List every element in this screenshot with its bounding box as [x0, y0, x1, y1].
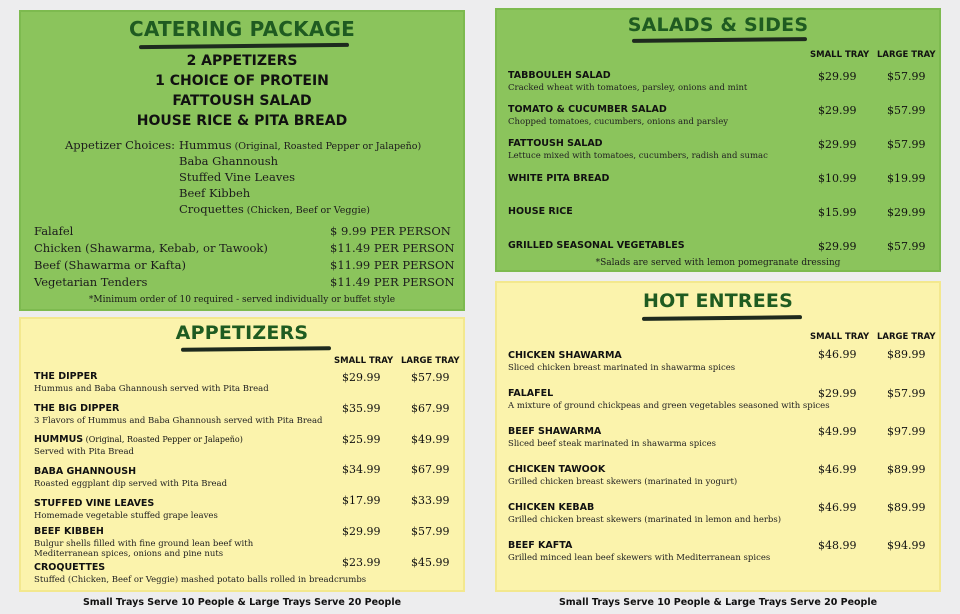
menu-item-desc: Grilled minced lean beef skewers with Mediterranean spices: [508, 553, 771, 563]
catering-package-panel: [19, 10, 465, 311]
menu-item-name: WHITE PITA BREAD: [508, 173, 610, 184]
menu-item-desc: Served with Pita Bread: [34, 447, 134, 457]
large-tray-price: $57.99: [887, 70, 926, 83]
package-line: 2 APPETIZERS: [186, 53, 298, 69]
catering-title: CATERING PACKAGE: [128, 17, 356, 41]
protein-price: $11.99 PER PERSON: [330, 258, 455, 272]
appetizer-choice: Stuffed Vine Leaves: [179, 170, 296, 184]
menu-item-desc: Homemade vegetable stuffed grape leaves: [34, 511, 218, 521]
menu-item-name: FALAFEL: [508, 388, 554, 399]
menu-item-name: CHICKEN KEBAB: [508, 502, 595, 513]
small-tray-price: $46.99: [818, 463, 857, 476]
menu-item-name: BEEF KIBBEH: [34, 526, 104, 537]
entrees-title-underline: [642, 315, 802, 321]
small-tray-price: $34.99: [342, 463, 381, 476]
small-tray-header: SMALL TRAY: [810, 50, 870, 60]
small-tray-price: $29.99: [818, 104, 857, 117]
large-tray-price: $49.99: [411, 433, 450, 446]
large-tray-price: $89.99: [887, 348, 926, 361]
large-tray-price: $57.99: [887, 240, 926, 253]
small-tray-price: $49.99: [818, 425, 857, 438]
small-tray-price: $17.99: [342, 494, 381, 507]
appetizer-choice: Hummus (Original, Roasted Pepper or Jalapeño): [179, 138, 422, 152]
menu-item-name: CHICKEN TAWOOK: [508, 464, 606, 475]
large-tray-price: $19.99: [887, 172, 926, 185]
small-tray-price: $23.99: [342, 556, 381, 569]
small-tray-price: $29.99: [818, 70, 857, 83]
menu-item-name: THE BIG DIPPER: [34, 403, 120, 414]
large-tray-header: LARGE TRAY: [877, 332, 936, 342]
menu-item-desc: Roasted eggplant dip served with Pita Bread: [34, 479, 228, 489]
small-tray-price: $29.99: [818, 387, 857, 400]
menu-item-name: CROQUETTES: [34, 562, 106, 573]
small-tray-price: $46.99: [818, 501, 857, 514]
catering-footnote: *Minimum order of 10 required - served individually or buffet style: [88, 295, 396, 305]
large-tray-price: $45.99: [411, 556, 450, 569]
large-tray-price: $94.99: [887, 539, 926, 552]
menu-item-desc: Stuffed (Chicken, Beef or Veggie) mashed potato balls rolled in breadcrumbs: [34, 575, 367, 585]
large-tray-header: LARGE TRAY: [401, 356, 460, 366]
menu-item-desc: Chopped tomatoes, cucumbers, onions and parsley: [508, 117, 729, 127]
menu-item-desc: Sliced chicken breast marinated in shawarma spices: [508, 363, 736, 373]
small-tray-price: $29.99: [342, 525, 381, 538]
large-tray-price: $33.99: [411, 494, 450, 507]
large-tray-price: $97.99: [887, 425, 926, 438]
package-line: HOUSE RICE & PITA BREAD: [136, 113, 348, 129]
protein-name: Chicken (Shawarma, Kebab, or Tawook): [34, 241, 268, 255]
large-tray-header: LARGE TRAY: [877, 50, 936, 60]
menu-item-desc: Grilled chicken breast skewers (marinated in lemon and herbs): [508, 515, 782, 525]
package-line: 1 CHOICE OF PROTEIN: [155, 73, 329, 89]
large-tray-price: $57.99: [887, 104, 926, 117]
menu-item-name: BEEF KAFTA: [508, 540, 573, 551]
appetizer-choices-label: Appetizer Choices:: [65, 138, 175, 152]
small-tray-price: $10.99: [818, 172, 857, 185]
protein-price: $11.49 PER PERSON: [330, 241, 455, 255]
large-tray-price: $57.99: [411, 371, 450, 384]
menu-item-name: TOMATO & CUCUMBER SALAD: [508, 104, 667, 115]
large-tray-price: $67.99: [411, 463, 450, 476]
menu-item-desc: Mediterranean spices, onions and pine nuts: [34, 549, 224, 559]
menu-item-desc: 3 Flavors of Hummus and Baba Ghannoush served with Pita Bread: [34, 416, 323, 426]
menu-item-name: BEEF SHAWARMA: [508, 426, 602, 437]
appetizer-choice: Croquettes (Chicken, Beef or Veggie): [179, 202, 370, 216]
menu-item-name: THE DIPPER: [34, 371, 98, 382]
right-footer: Small Trays Serve 10 People & Large Trays Serve 20 People: [558, 597, 878, 608]
small-tray-price: $15.99: [818, 206, 857, 219]
large-tray-price: $89.99: [887, 501, 926, 514]
menu-item-desc: Bulgur shells filled with fine ground lean beef with: [34, 539, 254, 549]
left-footer: Small Trays Serve 10 People & Large Trays Serve 20 People: [82, 597, 402, 608]
protein-name: Falafel: [34, 224, 74, 238]
small-tray-price: $35.99: [342, 402, 381, 415]
menu-item-name: HUMMUS (Original, Roasted Pepper or Jalapeño): [34, 434, 243, 445]
appetizer-choice: Baba Ghannoush: [179, 154, 279, 168]
menu-item-name: GRILLED SEASONAL VEGETABLES: [508, 240, 685, 251]
appetizer-choice: Beef Kibbeh: [179, 186, 251, 200]
small-tray-price: $25.99: [342, 433, 381, 446]
small-tray-price: $29.99: [818, 240, 857, 253]
salads-title: SALADS & SIDES: [627, 14, 809, 36]
small-tray-price: $48.99: [818, 539, 857, 552]
salads-footnote: *Salads are served with lemon pomegranate dressing: [595, 258, 841, 268]
small-tray-price: $46.99: [818, 348, 857, 361]
protein-name: Vegetarian Tenders: [34, 275, 148, 289]
entrees-title: HOT ENTREES: [643, 290, 793, 312]
appetizers-title: APPETIZERS: [175, 322, 309, 344]
large-tray-price: $67.99: [411, 402, 450, 415]
protein-name: Beef (Shawarma or Kafta): [34, 258, 186, 272]
menu-item-name: HOUSE RICE: [508, 206, 573, 217]
menu-item-desc: Sliced beef steak marinated in shawarma spices: [508, 439, 717, 449]
menu-item-desc: Lettuce mixed with tomatoes, cucumbers, radish and sumac: [508, 151, 768, 161]
large-tray-price: $89.99: [887, 463, 926, 476]
appetizers-title-underline: [181, 346, 331, 352]
large-tray-price: $29.99: [887, 206, 926, 219]
large-tray-price: $57.99: [887, 138, 926, 151]
small-tray-price: $29.99: [342, 371, 381, 384]
catering-title-underline: [139, 43, 349, 49]
salads-title-underline: [632, 37, 807, 43]
appetizers-panel: [19, 317, 465, 592]
package-line: FATTOUSH SALAD: [172, 93, 312, 109]
menu-item-name: STUFFED VINE LEAVES: [34, 498, 155, 509]
menu-item-name: CHICKEN SHAWARMA: [508, 350, 622, 361]
menu-item-desc: A mixture of ground chickpeas and green vegetables seasoned with spices: [508, 401, 830, 411]
menu-item-desc: Cracked wheat with tomatoes, parsley, onions and mint: [508, 83, 748, 93]
hot-entrees-panel: [495, 281, 941, 592]
large-tray-price: $57.99: [887, 387, 926, 400]
large-tray-price: $57.99: [411, 525, 450, 538]
menu-item-name: TABBOULEH SALAD: [508, 70, 611, 81]
protein-price: $ 9.99 PER PERSON: [330, 224, 451, 238]
small-tray-price: $29.99: [818, 138, 857, 151]
salads-sides-panel: [495, 8, 941, 272]
menu-item-desc: Grilled chicken breast skewers (marinated in yogurt): [508, 477, 738, 487]
menu-item-desc: Hummus and Baba Ghannoush served with Pita Bread: [34, 384, 269, 394]
small-tray-header: SMALL TRAY: [334, 356, 394, 366]
menu-item-name: BABA GHANNOUSH: [34, 466, 137, 477]
protein-price: $11.49 PER PERSON: [330, 275, 455, 289]
small-tray-header: SMALL TRAY: [810, 332, 870, 342]
menu-item-name: FATTOUSH SALAD: [508, 138, 603, 149]
